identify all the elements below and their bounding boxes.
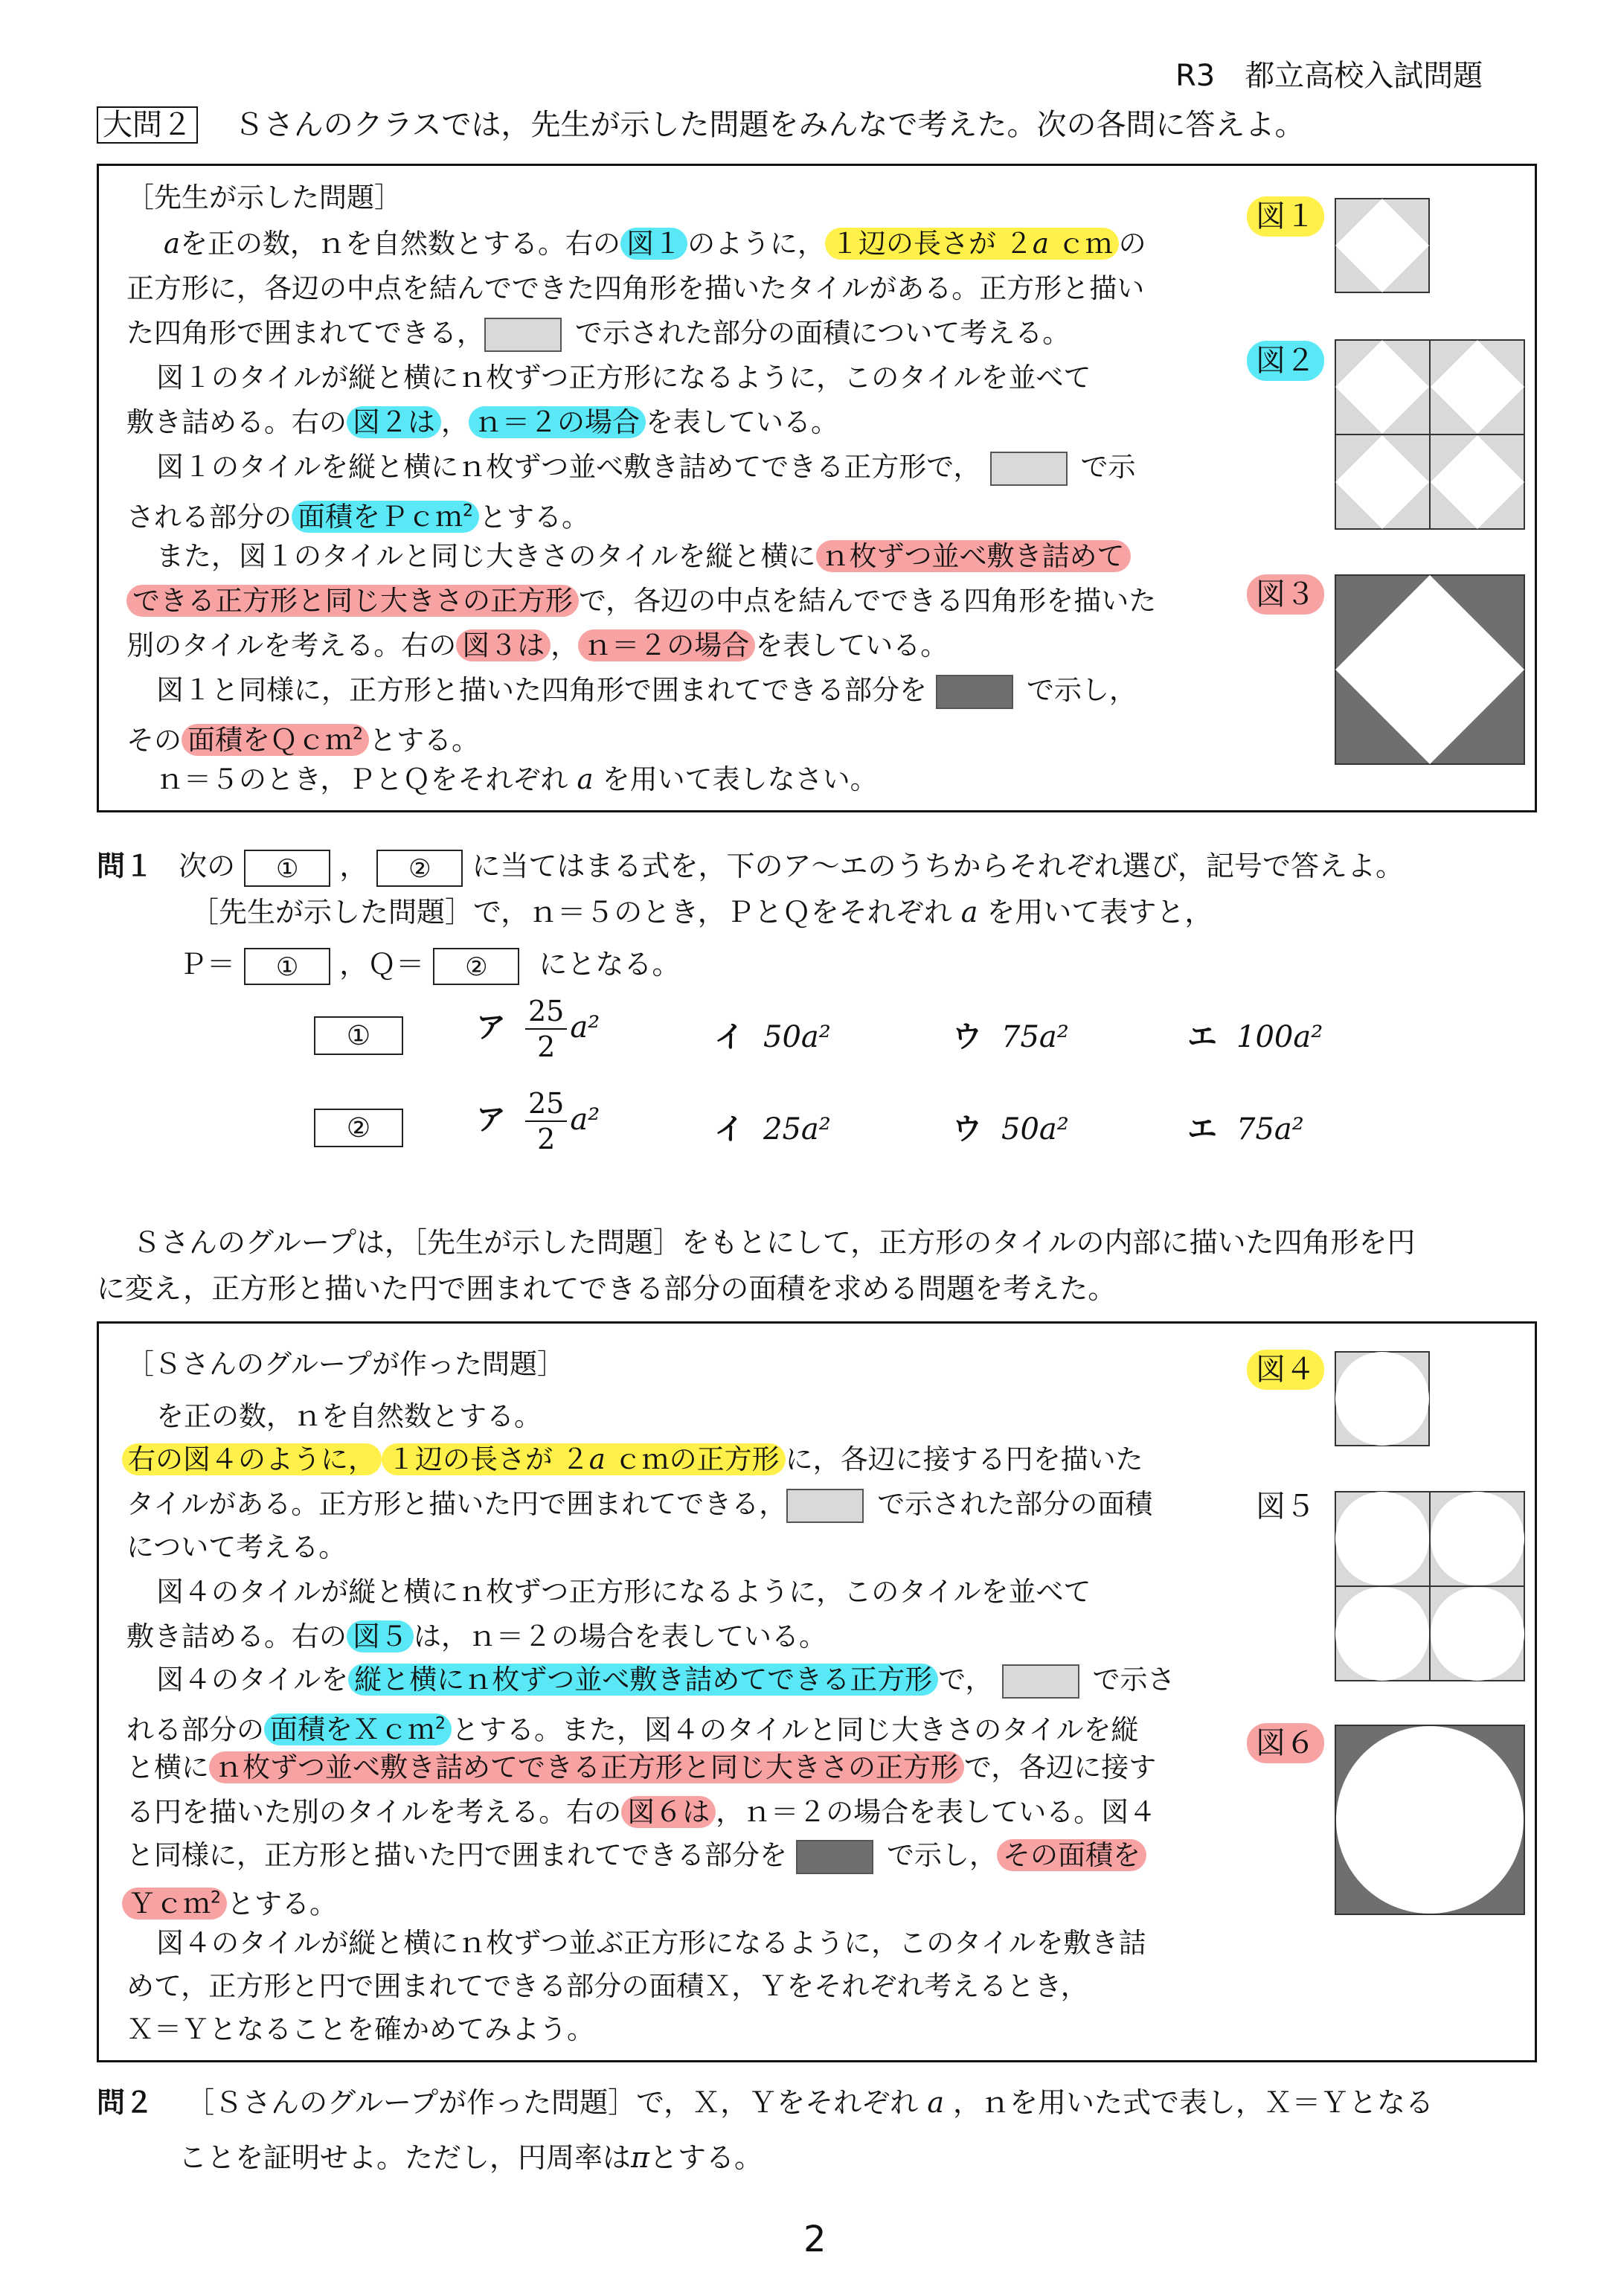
figure-5-tiling — [1335, 1491, 1525, 1681]
teacher-problem-title: ［先生が示した問題］ — [126, 182, 402, 214]
figure-4-tile — [1335, 1351, 1430, 1446]
q1-line-3: Ｐ＝ ① ，Ｑ＝ ② にとなる。 — [179, 942, 680, 987]
teacher-line-11: 図１と同様に，正方形と描いた四角形で囲まれてできる部分を で示し， — [156, 668, 1137, 713]
group-intro-line-1: Ｓさんのグループは，［先生が示した問題］をもとにして，正方形のタイルの内部に描いた四角形を円 — [132, 1226, 1416, 1259]
group-intro-line-2: に変え，正方形と描いた円で囲まれてできる部分の面積を求める問題を考えた。 — [97, 1272, 1117, 1305]
question-intro: Ｓさんのクラスでは，先生が示した問題をみんなで考えた。次の各問に答えよ。 — [234, 108, 1305, 142]
teacher-line-6: 図１のタイルを縦と横にｎ枚ずつ並べ敷き詰めてできる正方形で， で示 — [156, 445, 1136, 490]
figure-3-tile — [1335, 574, 1525, 765]
option-1-u: ウ 75a² — [952, 1020, 1069, 1054]
group-line-3: タイルがある。正方形と描いた円で囲まれてできる， で示された部分の面積 — [126, 1482, 1152, 1527]
q1-line-2: ［先生が示した問題］で，ｎ＝５のとき，ＰとＱをそれぞれ a を用いて表すと， — [190, 896, 1213, 929]
question-heading — [97, 103, 1305, 147]
figure-1-label: 図１ — [1247, 196, 1324, 237]
exam-title: R3 都立高校入試問題 — [1175, 59, 1483, 93]
fraction: $\frac{25}{2}$ — [525, 994, 567, 1064]
figure-6-tile — [1335, 1725, 1525, 1915]
q2-line-2: ことを証明せよ。ただし，円周率はπとする。 — [179, 2141, 763, 2174]
option-1-e: エ 100a² — [1187, 1020, 1323, 1054]
group-line-15: Ｘ＝Ｙとなることを確かめてみよう。 — [126, 2013, 594, 2045]
group-line-6: 敷き詰める。右の 図５ は，ｎ＝２の場合を表している。 — [126, 1620, 827, 1652]
option-2-i: イ 25a² — [714, 1112, 831, 1147]
group-line-4: について考える。 — [126, 1531, 347, 1563]
dark-gray-swatch — [936, 675, 1013, 709]
teacher-line-1: aを正の数，ｎを自然数とする。右の 図１ のように， １辺の長さが ２a ｃｍ の — [164, 228, 1146, 260]
teacher-line-5: 敷き詰める。右の 図２は ， ｎ＝２の場合 を表している。 — [126, 406, 838, 438]
q1-label: 問１ — [97, 850, 154, 882]
q1-line-1: 問１ 次の ① ， ② に当てはまる式を，下のア～エのうちからそれぞれ選び，記号で答えよ。 — [97, 844, 1404, 888]
option-2-u: ウ 50a² — [952, 1112, 1069, 1147]
page-number: 2 — [803, 2219, 827, 2260]
dark-gray-swatch — [796, 1840, 873, 1874]
light-gray-swatch — [786, 1489, 864, 1523]
light-gray-swatch — [990, 452, 1068, 486]
figure-3-label: 図３ — [1247, 574, 1324, 615]
group-line-11: と同様に，正方形と描いた円で囲まれてできる部分を で示し， その面積を — [126, 1833, 1146, 1878]
teacher-line-4: 図１のタイルが縦と横にｎ枚ずつ正方形になるように，このタイルを並べて — [156, 362, 1091, 394]
option-1-a: ア $\frac{25}{2}$ a² — [476, 995, 600, 1063]
group-line-10: る円を描いた別のタイルを考える。右の 図６は ，ｎ＝２の場合を表している。図４ — [126, 1796, 1157, 1828]
blank-2: ② — [433, 948, 519, 985]
group-line-14: めて，正方形と円で囲まれてできる部分の面積Ｘ，Ｙをそれぞれ考えるとき， — [126, 1970, 1088, 2002]
light-gray-swatch — [484, 318, 562, 352]
group-line-7: 図４のタイルを 縦と横にｎ枚ずつ並べ敷き詰めてできる正方形 で， で示さ — [156, 1658, 1175, 1702]
teacher-line-7: される部分の 面積をＰｃｍ$^2$ とする。 — [126, 501, 589, 533]
figure-1-tile — [1335, 198, 1430, 293]
figure-2-label: 図２ — [1247, 341, 1324, 381]
group-line-1: を正の数，ｎを自然数とする。 — [156, 1400, 542, 1432]
option-1-i: イ 50a² — [714, 1020, 831, 1054]
group-line-12: Ｙｃｍ$^2$ とする。 — [122, 1876, 337, 1926]
group-line-8: れる部分の 面積をＸｃｍ$^2$ とする。また，図４のタイルと同じ大きさのタイルを縦 — [126, 1713, 1139, 1746]
blank-2: ② — [376, 850, 463, 887]
light-gray-swatch — [1002, 1664, 1079, 1699]
q2-line-1: 問２ ［Ｓさんのグループが作った問題］で，Ｘ，Ｙをそれぞれ a ，ｎを用いた式で表し，Ｘ＝Ｙとなる — [97, 2086, 1434, 2119]
question-number-box: 大問２ — [97, 106, 198, 144]
teacher-line-3: た四角形で囲まれてできる， で示された部分の面積について考える。 — [126, 311, 1070, 356]
figure-4-label: 図４ — [1247, 1350, 1324, 1390]
option-2-a: ア $\frac{25}{2}$ a² — [476, 1087, 600, 1155]
q2-label: 問２ — [97, 2086, 154, 2119]
blank-1: ① — [244, 850, 330, 887]
group-problem-title: ［Ｓさんのグループが作った問題］ — [126, 1348, 565, 1380]
fraction: $\frac{25}{2}$ — [525, 1086, 567, 1156]
group-line-2: 右の図４のように， １辺の長さが ２a ｃｍの正方形 に，各辺に接する円を描いた — [122, 1437, 1143, 1482]
teacher-line-13: ｎ＝５のとき，ＰとＱをそれぞれ a を用いて表しなさい。 — [156, 763, 878, 795]
option-box-2: ② — [314, 1109, 403, 1147]
blank-1: ① — [244, 948, 330, 985]
option-2-e: エ 75a² — [1187, 1112, 1304, 1147]
teacher-line-12: その 面積をＱｃｍ$^2$ とする。 — [126, 724, 479, 757]
figure-6-label: 図６ — [1247, 1723, 1324, 1763]
figure-2-tiling — [1335, 339, 1525, 530]
teacher-line-8: また，図１のタイルと同じ大きさのタイルを縦と横に ｎ枚ずつ並べ敷き詰めて — [156, 534, 1131, 579]
teacher-line-2: 正方形に，各辺の中点を結んでできた四角形を描いたタイルがある。正方形と描い — [126, 272, 1145, 304]
group-line-13: 図４のタイルが縦と横にｎ枚ずつ並ぶ正方形になるように，このタイルを敷き詰 — [156, 1927, 1146, 1959]
figure-5-label: 図５ — [1256, 1489, 1315, 1524]
teacher-line-9: できる正方形と同じ大きさの正方形 で，各辺の中点を結んでできる四角形を描いた — [126, 579, 1156, 623]
group-line-9: と横に ｎ枚ずつ並べ敷き詰めてできる正方形と同じ大きさの正方形 で，各辺に接す — [126, 1751, 1157, 1783]
group-line-5: 図４のタイルが縦と横にｎ枚ずつ正方形になるように，このタイルを並べて — [156, 1576, 1091, 1608]
teacher-line-10: 別のタイルを考える。右の 図３は ， ｎ＝２の場合 を表している。 — [126, 629, 949, 661]
option-box-1: ① — [314, 1016, 403, 1055]
